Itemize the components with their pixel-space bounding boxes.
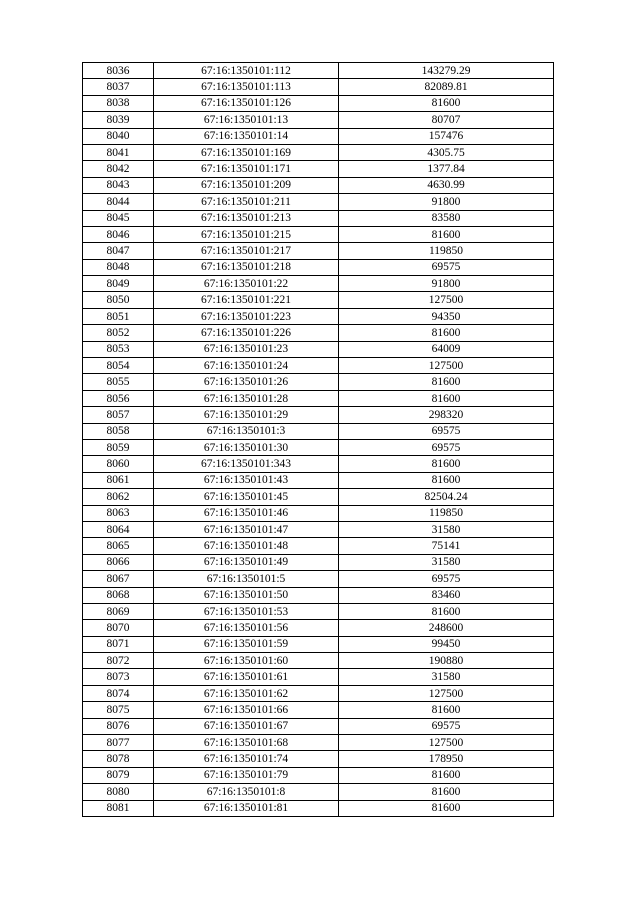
row-number-cell: 8067 [83,571,154,587]
value-cell: 127500 [339,685,554,701]
cadastral-number-cell: 67:16:1350101:3 [154,423,339,439]
value-cell: 4305.75 [339,144,554,160]
value-cell: 157476 [339,128,554,144]
row-number-cell: 8065 [83,538,154,554]
row-number-cell: 8048 [83,259,154,275]
row-number-cell: 8037 [83,79,154,95]
value-cell: 298320 [339,407,554,423]
value-cell: 91800 [339,194,554,210]
row-number-cell: 8079 [83,767,154,783]
table-row [83,128,554,144]
value-cell: 119850 [339,243,554,259]
cadastral-number-cell: 67:16:1350101:343 [154,456,339,472]
row-number-cell: 8074 [83,685,154,701]
table-row [83,554,554,570]
row-number-cell: 8045 [83,210,154,226]
row-number-cell: 8041 [83,144,154,160]
table-row [83,423,554,439]
table-row [83,308,554,324]
row-number-cell: 8063 [83,505,154,521]
cadastral-number-cell: 67:16:1350101:112 [154,63,339,79]
cadastral-number-cell: 67:16:1350101:24 [154,358,339,374]
value-cell: 81600 [339,390,554,406]
cadastral-number-cell: 67:16:1350101:113 [154,79,339,95]
value-cell: 81600 [339,767,554,783]
table-row [83,79,554,95]
table-row [83,358,554,374]
value-cell: 178950 [339,751,554,767]
table-row [83,587,554,603]
value-cell: 81600 [339,226,554,242]
cadastral-number-cell: 67:16:1350101:62 [154,685,339,701]
table-row [83,784,554,800]
cadastral-number-cell: 67:16:1350101:23 [154,341,339,357]
table-row [83,177,554,193]
table-row [83,800,554,816]
row-number-cell: 8039 [83,112,154,128]
cadastral-value-table [82,62,554,817]
cadastral-number-cell: 67:16:1350101:5 [154,571,339,587]
cadastral-number-cell: 67:16:1350101:68 [154,735,339,751]
cadastral-number-cell: 67:16:1350101:211 [154,194,339,210]
cadastral-number-cell: 67:16:1350101:53 [154,603,339,619]
value-cell: 69575 [339,718,554,734]
value-cell: 190880 [339,653,554,669]
cadastral-number-cell: 67:16:1350101:209 [154,177,339,193]
cadastral-number-cell: 67:16:1350101:223 [154,308,339,324]
cadastral-number-cell: 67:16:1350101:46 [154,505,339,521]
table-row [83,374,554,390]
value-cell: 83580 [339,210,554,226]
table-row [83,636,554,652]
value-cell: 69575 [339,259,554,275]
row-number-cell: 8043 [83,177,154,193]
value-cell: 69575 [339,439,554,455]
value-cell: 143279.29 [339,63,554,79]
table-row [83,751,554,767]
table-row [83,620,554,636]
row-number-cell: 8058 [83,423,154,439]
value-cell: 4630.99 [339,177,554,193]
value-cell: 81600 [339,95,554,111]
value-cell: 127500 [339,735,554,751]
cadastral-number-cell: 67:16:1350101:8 [154,784,339,800]
table-body [83,63,554,817]
cadastral-number-cell: 67:16:1350101:47 [154,521,339,537]
cadastral-number-cell: 67:16:1350101:56 [154,620,339,636]
row-number-cell: 8055 [83,374,154,390]
row-number-cell: 8044 [83,194,154,210]
value-cell: 127500 [339,358,554,374]
row-number-cell: 8075 [83,702,154,718]
row-number-cell: 8051 [83,308,154,324]
cadastral-number-cell: 67:16:1350101:61 [154,669,339,685]
row-number-cell: 8070 [83,620,154,636]
row-number-cell: 8036 [83,63,154,79]
cadastral-number-cell: 67:16:1350101:48 [154,538,339,554]
table-row [83,292,554,308]
table-row [83,276,554,292]
cadastral-number-cell: 67:16:1350101:30 [154,439,339,455]
cadastral-number-cell: 67:16:1350101:26 [154,374,339,390]
table-row [83,669,554,685]
table-row [83,685,554,701]
row-number-cell: 8046 [83,226,154,242]
cadastral-number-cell: 67:16:1350101:79 [154,767,339,783]
cadastral-number-cell: 67:16:1350101:81 [154,800,339,816]
row-number-cell: 8040 [83,128,154,144]
cadastral-number-cell: 67:16:1350101:169 [154,144,339,160]
value-cell: 119850 [339,505,554,521]
row-number-cell: 8050 [83,292,154,308]
cadastral-number-cell: 67:16:1350101:215 [154,226,339,242]
cadastral-number-cell: 67:16:1350101:66 [154,702,339,718]
value-cell: 69575 [339,423,554,439]
cadastral-number-cell: 67:16:1350101:226 [154,325,339,341]
value-cell: 31580 [339,554,554,570]
cadastral-number-cell: 67:16:1350101:221 [154,292,339,308]
cadastral-number-cell: 67:16:1350101:126 [154,95,339,111]
value-cell: 248600 [339,620,554,636]
table-row [83,407,554,423]
cadastral-number-cell: 67:16:1350101:28 [154,390,339,406]
table-row [83,489,554,505]
table-row [83,767,554,783]
cadastral-number-cell: 67:16:1350101:74 [154,751,339,767]
value-cell: 81600 [339,784,554,800]
table-row [83,194,554,210]
table-row [83,439,554,455]
row-number-cell: 8056 [83,390,154,406]
table-row [83,735,554,751]
row-number-cell: 8072 [83,653,154,669]
row-number-cell: 8064 [83,521,154,537]
value-cell: 99450 [339,636,554,652]
value-cell: 1377.84 [339,161,554,177]
table-row [83,653,554,669]
value-cell: 69575 [339,571,554,587]
row-number-cell: 8053 [83,341,154,357]
value-cell: 81600 [339,374,554,390]
table-row [83,571,554,587]
row-number-cell: 8060 [83,456,154,472]
row-number-cell: 8042 [83,161,154,177]
value-cell: 91800 [339,276,554,292]
table-row [83,161,554,177]
row-number-cell: 8073 [83,669,154,685]
cadastral-number-cell: 67:16:1350101:59 [154,636,339,652]
table-row [83,538,554,554]
table-row [83,243,554,259]
row-number-cell: 8066 [83,554,154,570]
cadastral-number-cell: 67:16:1350101:217 [154,243,339,259]
value-cell: 94350 [339,308,554,324]
cadastral-number-cell: 67:16:1350101:14 [154,128,339,144]
row-number-cell: 8052 [83,325,154,341]
cadastral-number-cell: 67:16:1350101:22 [154,276,339,292]
value-cell: 82504.24 [339,489,554,505]
row-number-cell: 8080 [83,784,154,800]
value-cell: 80707 [339,112,554,128]
table-row [83,390,554,406]
cadastral-number-cell: 67:16:1350101:50 [154,587,339,603]
table-row [83,63,554,79]
row-number-cell: 8076 [83,718,154,734]
value-cell: 81600 [339,603,554,619]
row-number-cell: 8069 [83,603,154,619]
table-row [83,144,554,160]
row-number-cell: 8057 [83,407,154,423]
table-row [83,505,554,521]
cadastral-number-cell: 67:16:1350101:29 [154,407,339,423]
cadastral-number-cell: 67:16:1350101:213 [154,210,339,226]
table-row [83,210,554,226]
table-row [83,603,554,619]
table-row [83,472,554,488]
value-cell: 31580 [339,669,554,685]
row-number-cell: 8038 [83,95,154,111]
table-row [83,702,554,718]
table-row [83,521,554,537]
table-row [83,456,554,472]
table-row [83,718,554,734]
table-row [83,226,554,242]
cadastral-number-cell: 67:16:1350101:60 [154,653,339,669]
value-cell: 75141 [339,538,554,554]
cadastral-number-cell: 67:16:1350101:171 [154,161,339,177]
cadastral-number-cell: 67:16:1350101:218 [154,259,339,275]
value-cell: 81600 [339,472,554,488]
row-number-cell: 8061 [83,472,154,488]
table-row [83,95,554,111]
row-number-cell: 8047 [83,243,154,259]
row-number-cell: 8059 [83,439,154,455]
cadastral-number-cell: 67:16:1350101:43 [154,472,339,488]
cadastral-number-cell: 67:16:1350101:13 [154,112,339,128]
table-row [83,259,554,275]
value-cell: 81600 [339,702,554,718]
row-number-cell: 8071 [83,636,154,652]
cadastral-number-cell: 67:16:1350101:49 [154,554,339,570]
value-cell: 31580 [339,521,554,537]
value-cell: 81600 [339,325,554,341]
row-number-cell: 8077 [83,735,154,751]
value-cell: 83460 [339,587,554,603]
value-cell: 82089.81 [339,79,554,95]
row-number-cell: 8054 [83,358,154,374]
table-row [83,341,554,357]
table-row [83,325,554,341]
value-cell: 81600 [339,800,554,816]
cadastral-number-cell: 67:16:1350101:45 [154,489,339,505]
row-number-cell: 8068 [83,587,154,603]
value-cell: 127500 [339,292,554,308]
value-cell: 64009 [339,341,554,357]
cadastral-number-cell: 67:16:1350101:67 [154,718,339,734]
row-number-cell: 8049 [83,276,154,292]
row-number-cell: 8081 [83,800,154,816]
table-row [83,112,554,128]
row-number-cell: 8062 [83,489,154,505]
row-number-cell: 8078 [83,751,154,767]
value-cell: 81600 [339,456,554,472]
